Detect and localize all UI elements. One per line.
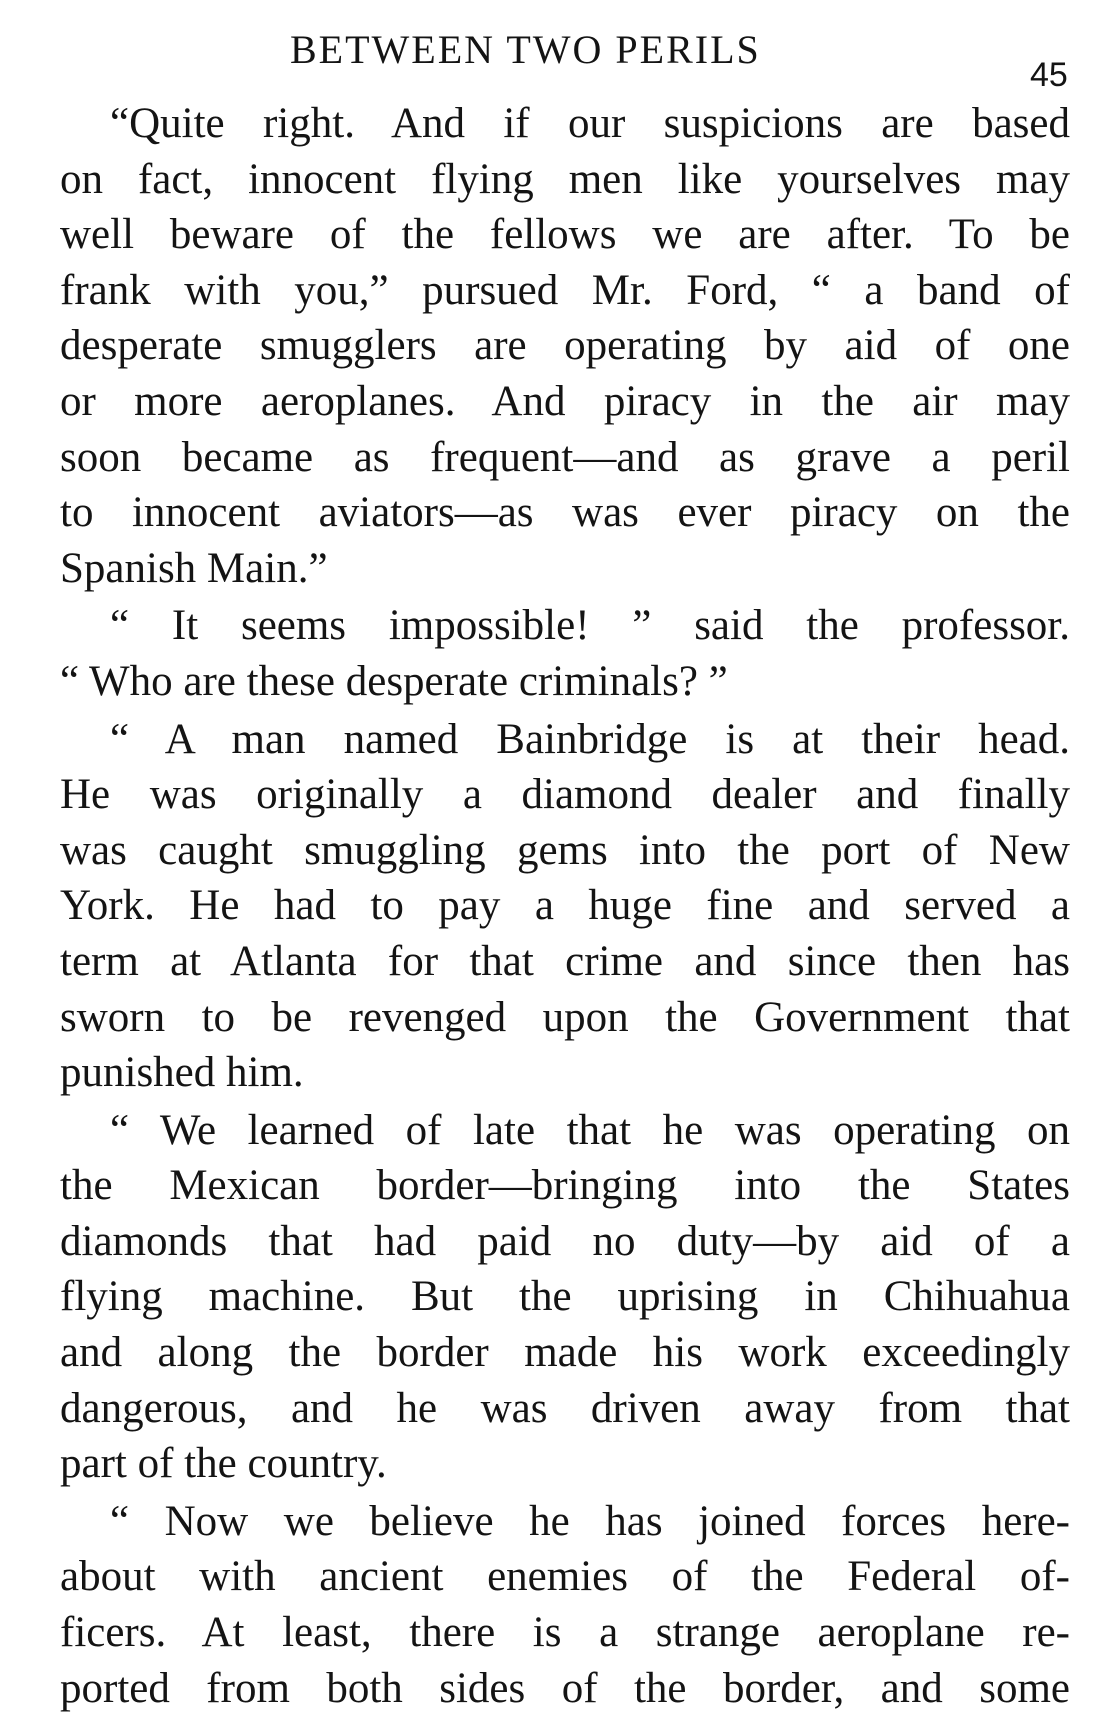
text-line: desperate smugglers are operating by aid of one [60, 322, 1070, 370]
text-line: ported from both sides of the border, and some [60, 1664, 1070, 1712]
page-number: 45 [1030, 56, 1068, 94]
paragraph [60, 712, 1070, 1101]
text-line: well beware of the fellows we are after. To be [60, 211, 1070, 259]
text-line: frank with you,” pursued Mr. Ford, “ a band of [60, 266, 1070, 314]
text-line: “ Who are these desperate criminals? ” [60, 657, 728, 705]
text-line: about with ancient enemies of the Federal of- [60, 1553, 1070, 1601]
text-line: diamonds that had paid no duty—by aid of a [60, 1217, 1070, 1265]
text-line: “ A man named Bainbridge is at their head. [110, 715, 1070, 763]
text-line: punished him. [60, 1049, 304, 1097]
text-line: ficers. At least, there is a strange aeroplane re- [60, 1609, 1070, 1657]
text-line: to innocent aviators—as was ever piracy on the [60, 489, 1070, 537]
text-line: soon became as frequent—and as grave a peril [60, 433, 1070, 481]
text-line: and along the border made his work exceedingly [60, 1329, 1070, 1377]
text-line: on fact, innocent flying men like yourselves may [60, 155, 1070, 203]
text-line: or more aeroplanes. And piracy in the air may [60, 377, 1070, 425]
running-head [0, 26, 1102, 94]
text-line: the Mexican border—bringing into the States [60, 1162, 1070, 1210]
text-line: dangerous, and he was driven away from that [60, 1384, 1070, 1432]
chapter-title: BETWEEN TWO PERILS [290, 27, 761, 72]
body-text [60, 96, 1070, 1716]
text-line: “Quite right. And if our suspicions are based [110, 100, 1070, 147]
text-line: term at Atlanta for that crime and since then has [60, 937, 1070, 985]
paragraph [60, 96, 1070, 596]
text-line: part of the country. [60, 1440, 387, 1488]
paragraph [60, 1103, 1070, 1492]
paragraph [60, 1494, 1070, 1716]
text-line: “ Now we believe he has joined forces here- [110, 1497, 1070, 1545]
paragraph [60, 598, 1070, 709]
text-line: York. He had to pay a huge fine and served a [60, 882, 1070, 930]
text-line: He was originally a diamond dealer and finally [60, 771, 1070, 819]
text-line: Spanish Main.” [60, 544, 328, 592]
text-line: “ We learned of late that he was operating on [110, 1106, 1070, 1154]
text-line: was caught smuggling gems into the port of New [60, 826, 1070, 874]
text-line: “ It seems impossible! ” said the professor. [110, 602, 1070, 650]
text-line: sworn to be revenged upon the Government that [60, 993, 1070, 1041]
text-line: flying machine. But the uprising in Chihuahua [60, 1273, 1070, 1321]
